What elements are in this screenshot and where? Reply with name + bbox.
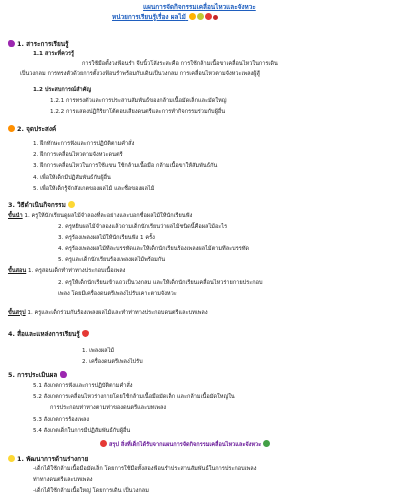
objective-item: 2. ฝึกการเคลื่อนไหวตามจังหวะดนตรี xyxy=(33,152,123,158)
intro-step-4: 4. ครูร้องเพลงผลไม้ทีละบรรทัดและให้เด็กนักเรียนร้องเพลงผลไม้ตามทีละบรรทัด xyxy=(58,246,250,252)
physical-development-heading: 1. พัฒนาการด้านร่างกาย xyxy=(8,455,88,463)
evaluation-item: 5.4 สังเกตเด็กในการมีปฏิสัมพันธ์กับผู้อื่น xyxy=(33,428,131,434)
teach-step-2-cont: เพลง โดยมีเครื่องดนตรีเพลงไปรับเคาะตามจังหวะ xyxy=(58,291,177,297)
section-1-2-heading: 1.2 ประสบการณ์สำคัญ xyxy=(33,87,92,93)
section-1-2-item-2: 1.2.2 การแสดงปฏิกิริยาโต้ตอบเสียงดนตรีและการทำกิจกรรมร่วมกับผู้อื่น xyxy=(50,109,226,115)
physical-development-line: -เด็กได้ใช้กล้ามเนื้อมือมัดเล็ก โดยการใช้มือทั้งสองฟ้อนรำประสานสัมพันธ์ในการประกอบเพลง xyxy=(33,466,257,472)
section-4-heading: 4. สื่อและแหล่งการเรียนรู้ xyxy=(8,330,91,338)
fruit-icons xyxy=(188,13,218,22)
orange-icon xyxy=(8,125,15,132)
section-3-heading: 3. วิธีดำเนินกิจกรรม xyxy=(8,201,77,209)
objective-item: 1. ฝึกทักษะการฟังและการปฏิบัติตามคำสั่ง xyxy=(33,141,135,147)
media-item: 1. เพลงผลไม้ xyxy=(82,348,115,354)
section-1-1-text-cont: เป็นวงกลม การทรงตัวด้วยการตั้งวงฟ้อนรำพร้อมกับเดินเป็นวงกลม การเคลื่อนไหวตามจังหวะเพลงผู้สู้ xyxy=(20,71,260,77)
evaluation-item: 5.2 สังเกตการเคลื่อนไหวร่างกายโดยใช้กล้ามเนื้อมือมัดเล็ก และกล้ามเนื้อมัดใหญ่ใน xyxy=(33,394,235,400)
apple-icon xyxy=(205,13,212,20)
evaluation-item-cont: การประกอบท่าทางตามท่าของดนตรีและบทเพลง xyxy=(50,405,167,411)
evaluation-item: 5.1 สังเกตการฟังและการปฏิบัติตามคำสั่ง xyxy=(33,383,133,389)
orange-icon xyxy=(189,13,196,20)
section-2-heading: 2. จุดประสงค์ xyxy=(8,125,56,133)
grape-icon xyxy=(8,40,15,47)
section-1-1-text: การใช้มือตั้งวงฟ้อนรำ จีบนิ้วโลังระสะคือ การใช้กล้ามเนื้อขาเคลื่อนไหวในการเดิน xyxy=(82,61,278,67)
teach-step-2: 2. ครูให้เด็กนักเรียนเข้าแถวเป็นวงกลม และให้เด็กนักเรียนเคลื่อนไหวร่ายกายประกอบ xyxy=(58,280,263,286)
objective-item: 3. ฝึกการเคลื่อนไหวในการใช้แขน ใช้กล้ามเนื้อมือ กล้ามเนื้อขาให้สัมพันธ์กัน xyxy=(33,163,218,169)
intro-step-3: 3. ครูร้องเพลงผลไม้ให้นักเรียนฟัง 1 ครั้ง xyxy=(58,235,155,241)
physical-development-line-cont: ท่าทางดนตรีและบทเพลง xyxy=(33,477,93,483)
section-1-2-item-1: 1.2.1 การทรงตัวและการประสานสัมพันธ์ของกล้ามเนื้อมัดเล็กและมัดใหญ่ xyxy=(50,98,227,104)
subtitle-text: หน่วยการเรียนรู้เรื่อง ผลไม้ xyxy=(112,13,186,21)
objective-item: 4. เพื่อให้เด็กมีปฏิสัมพันธ์กับผู้อื่น xyxy=(33,175,111,181)
strawberry-icon xyxy=(82,330,89,337)
grape-icon xyxy=(60,371,67,378)
intro-step-2: 2. ครูหยิบผลไม้จำลองแล้วถามเด็กนักเรียนว่าผลไม้ชนิดนี้คือผลไม้อะไร xyxy=(58,224,228,230)
summary-step-1: ขั้นสรุป 1. ครูและเด็กร่วมกันร้องเพลงผลไม้และทำท่าทางประกอบดนตรีและบทเพลง xyxy=(8,310,208,316)
document-title: แผนการจัดกิจกรรมเคลื่อนไหวและจังหวะ xyxy=(143,3,256,11)
lemon-icon xyxy=(8,455,15,462)
teach-step-1: ขั้นสอน 1. ครูสอนเด็กทำท่าทางประกอบเนื้อเพลง xyxy=(8,268,126,274)
evaluation-item: 5.3 สังเกตการร้องเพลง xyxy=(33,417,90,423)
objective-item: 5. เพื่อให้เด็กรู้จักสังเกตของผลไม้ และชื่อของผลไม้ xyxy=(33,186,155,192)
cherry-icon xyxy=(213,15,218,20)
watermelon-icon xyxy=(263,440,270,447)
intro-step-1: ขั้นนำ 1. ครูให้นักเรียนดูผลไม้จำลองที่ละอย่างและบอกชื่อผลไม้ให้นักเรียนฟัง xyxy=(8,213,193,219)
intro-step-5: 5. ครูและเด็กนักเรียนร้องเพลงผลไม้พร้อมกัน xyxy=(58,257,166,263)
summary-banner: สรุป สิ่งที่เด็กได้รับจากแผนการจัดกิจกรรมเคลื่อนไหวและจังหวะ xyxy=(100,440,272,449)
document-subtitle xyxy=(112,13,218,22)
section-1-1-heading: 1.1 สาระที่ควรรู้ xyxy=(33,51,74,57)
section-1-heading: 1. สาระการเรียนรู้ xyxy=(8,40,69,48)
melon-icon xyxy=(197,13,204,20)
lemon-icon xyxy=(68,201,75,208)
media-item: 2. เครื่องดนตรีเพลงไปรับ xyxy=(82,359,143,365)
section-5-heading: 5. การประเมินผล xyxy=(8,371,69,379)
apple-icon xyxy=(100,440,107,447)
physical-development-line: -เด็กได้ใช้กล้ามเนื้อใหญ่ โดยการเดิน เป็นวงกลม xyxy=(33,488,149,494)
